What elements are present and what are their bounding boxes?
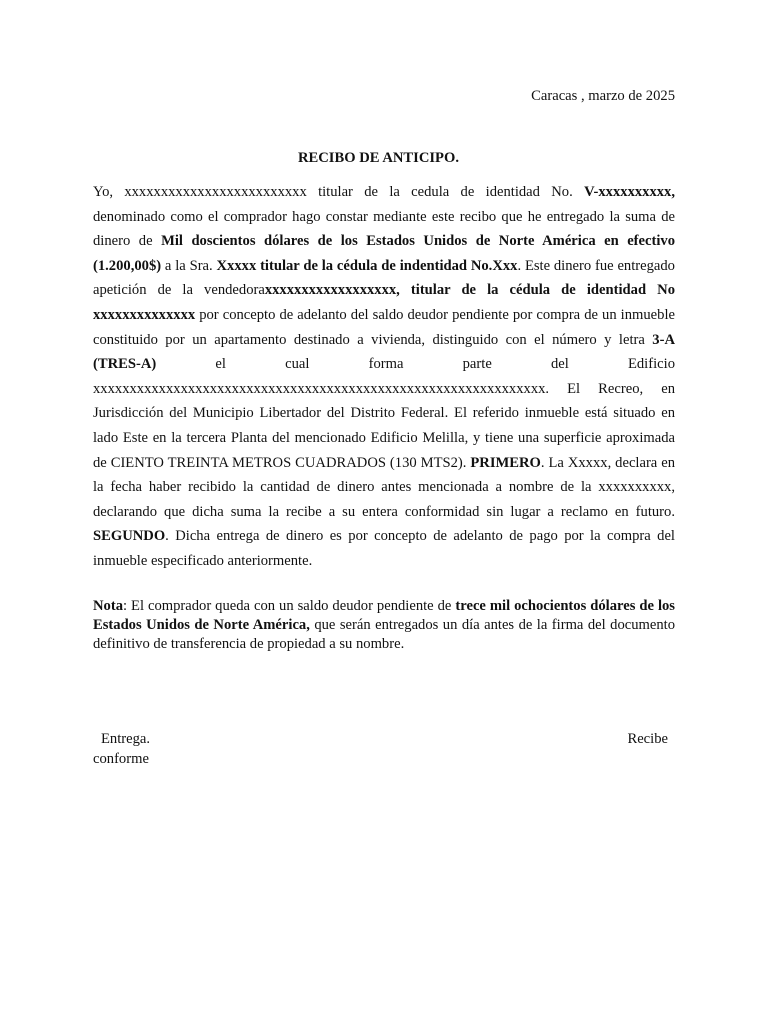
note-label: Nota [93,598,123,614]
place-date: Caracas , marzo de 2025 [531,88,675,104]
body-segment: . La Xxxxx, declara en la fecha haber recibido la cantidad de dinero antes mencionada a nombre de la xxxxxxxxxx, declarando que dicha suma la recibe a su entera conformidad sin lugar a reclamo en futuro. [93,454,676,520]
clause-primero: PRIMERO [470,454,541,471]
note-paragraph [93,597,675,654]
body-segment: denominado como el comprador hago constar mediante este recibo que he entregado la suma de dinero de [93,208,675,250]
body-segment-bold: Xxxxx titular de la cédula de indentidad No.Xxx [216,257,518,274]
body-segment: . Este dinero fue entregado apetición de la vendedora [93,257,675,299]
body-segment: Yo, xxxxxxxxxxxxxxxxxxxxxxxxx titular de la cedula de identidad No. [93,184,585,200]
body-segment-bold: Mil doscientos dólares de los Estados Unidos de Norte América en efectivo (1.200,00$) [93,233,676,274]
document-title [298,149,459,167]
note-segment: que serán entregados un día antes de la firma del documento definitivo de transferencia de propiedad a su nombre [93,617,675,652]
body-segment: a la Sra. [161,257,217,274]
signature-delivers-line2: conforme [93,751,149,767]
body-segment: . Dicha entrega de dinero es por concepto de adelanto de pago por la compra del inmueble especificado anteriormente. [93,528,675,569]
signature-delivers-line1: Entrega. [101,731,151,747]
body-segment-bold: V-xxxxxxxxxx, [584,184,675,200]
note-segment: : El comprador queda con un saldo deudor pendiente de [123,598,456,614]
body-segment-bold: 3-A (TRES-A) [93,331,675,373]
note-end: . [400,636,405,652]
main-paragraph [93,180,675,574]
body-segment: por concepto de adelanto del saldo deudor pendiente por compra de un inmueble constituido por un apartamento destinado a vivienda, distinguido con el número y letra [93,306,675,348]
body-segment: el cual forma parte del Edificio xxxxxxxxxxxxxxxxxxxxxxxxxxxxxxxxxxxxxxxxxxxxxxxxxxxxxxxxxxxxxx. El Recreo, en Jurisdicción del Municipio Libertador del Distrito Federal. El referido inmueble está situado en lado Este en la tercera Planta del mencionado Edificio Melilla, y tiene una superficie aproximada de CIENTO TREINTA METROS CUADRADOS (130 MTS2). [93,356,675,471]
title-text: RECIBO DE ANTICIPO [298,150,456,166]
note-segment-bold: trece mil ochocientos dólares de los Estados Unidos de Norte América, [93,598,675,633]
body-segment-bold: xxxxxxxxxxxxxxxxxx, titular de la cédula de identidad No xxxxxxxxxxxxxx [93,282,675,323]
signature-receives: Recibe [627,731,668,747]
signature-delivers [93,729,173,769]
clause-segundo: SEGUNDO [93,528,166,545]
title-period: . [455,150,459,166]
